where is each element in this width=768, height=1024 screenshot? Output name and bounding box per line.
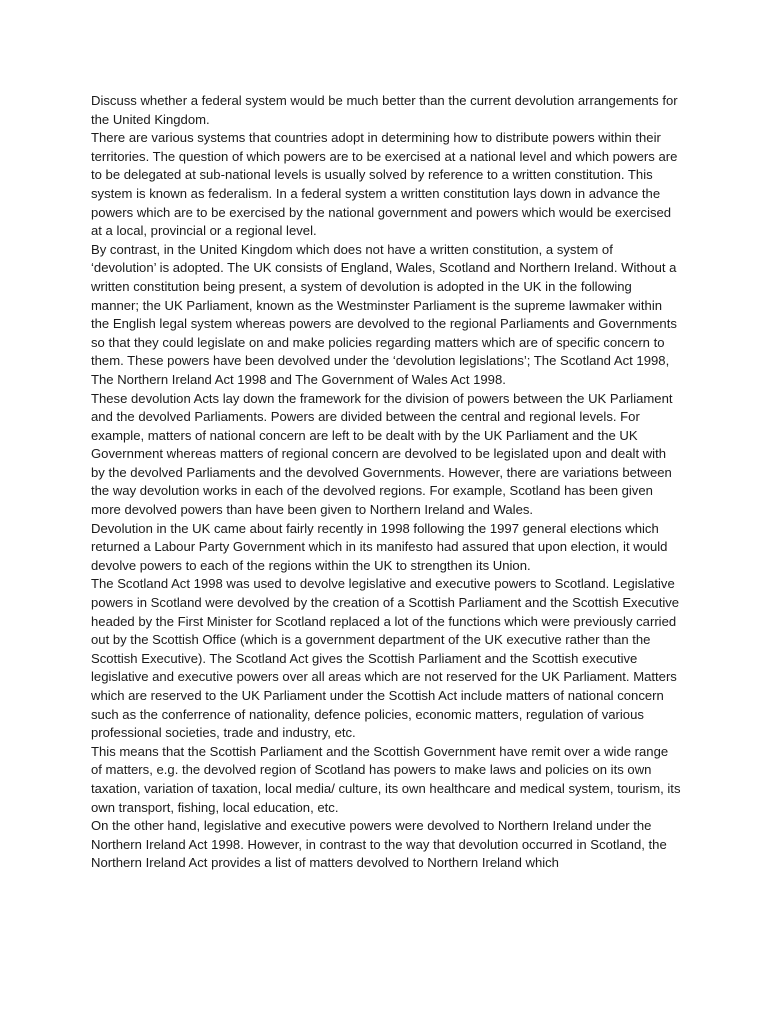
paragraph-northern-ireland: On the other hand, legislative and executive powers were devolved to Northern Ireland under the Northern Ireland Act 1998. However, in contrast to the way that devolution occurred in Scotland, the Northern Ireland Act provides a list of matters devolved to Northern Ireland which bbox=[91, 818, 667, 871]
paragraph-uk-devolution: By contrast, in the United Kingdom which does not have a written constitution, a system of ‘devolution’ is adopted. The UK consists of England, Wales, Scotland and Northern Ireland. Without a written constitution being present, a system of devolution is adopted in the UK in the following manner; the UK Parliament, known as the Westminster Parliament is the supreme lawmaker within the English legal system whereas powers are devolved to the regional Parliaments and Governments so that they could legislate on and make policies regarding matters which are of specific concern to them. These powers have been devolved under the ‘devolution legislations’; The Scotland Act 1998, The Northern Ireland Act 1998 and The Government of Wales Act 1998. bbox=[91, 241, 677, 387]
paragraph-federalism: There are various systems that countries adopt in determining how to distribute powers within their territories. The question of which powers are to be exercised at a national level and which powers are to be delegated at sub-national levels is usually solved by reference to a written constitution. This system is known as federalism. In a federal system a written constitution lays down in advance the powers which are to be exercised by the national government and powers which would be exercised at a local, provincial or a regional level. bbox=[91, 130, 678, 239]
paragraph-devolution-acts: These devolution Acts lay down the framework for the division of powers between the UK Parliament and the devolved Parliaments. Powers are divided between the central and regional levels. For example, matters of national concern are left to be dealt with by the UK Parliament and the UK Government whereas matters of regional concern are devolved to be legislated upon and dealt with by the devolved Parliaments and the devolved Governments. However, there are variations between the way devolution works in each of the devolved regions. For example, Scotland has been given more devolved powers than have been given to Northern Ireland and Wales. bbox=[91, 390, 673, 518]
paragraph-scottish-remit: This means that the Scottish Parliament and the Scottish Government have remit over a wide range of matters, e.g. the devolved region of Scotland has powers to make laws and policies on its own taxation, variation of taxation, local media/ culture, its own healthcare and medical system, tourism, its own transport, fishing, local education, etc. bbox=[91, 743, 681, 815]
paragraph-scotland-act: The Scotland Act 1998 was used to devolve legislative and executive powers to Scotland. Legislative powers in Scotland were devolved by the creation of a Scottish Parliament and the Scottish Executive headed by the First Minister for Scotland replaced a lot of the functions which were previously carried out by the Scottish Office (which is a government department of the UK executive rather than the Scottish Executive). The Scotland Act gives the Scottish Parliament and the Scottish executive legislative and executive powers over all areas which are not reserved for the UK Parliament. Matters which are reserved to the UK Parliament under the Scottish Act include matters of national concern such as the conferrence of nationality, defence policies, economic matters, regulation of various professional societies, trade and industry, etc. bbox=[91, 576, 680, 741]
document-body bbox=[91, 92, 681, 873]
essay-question: Discuss whether a federal system would be much better than the current devolution arrangements for the United Kingdom. bbox=[91, 93, 678, 127]
paragraph-devolution-history: Devolution in the UK came about fairly recently in 1998 following the 1997 general elections which returned a Labour Party Government which in its manifesto had assured that upon election, it would devolve powers to each of the regions within the UK to strengthen its Union. bbox=[91, 520, 668, 573]
